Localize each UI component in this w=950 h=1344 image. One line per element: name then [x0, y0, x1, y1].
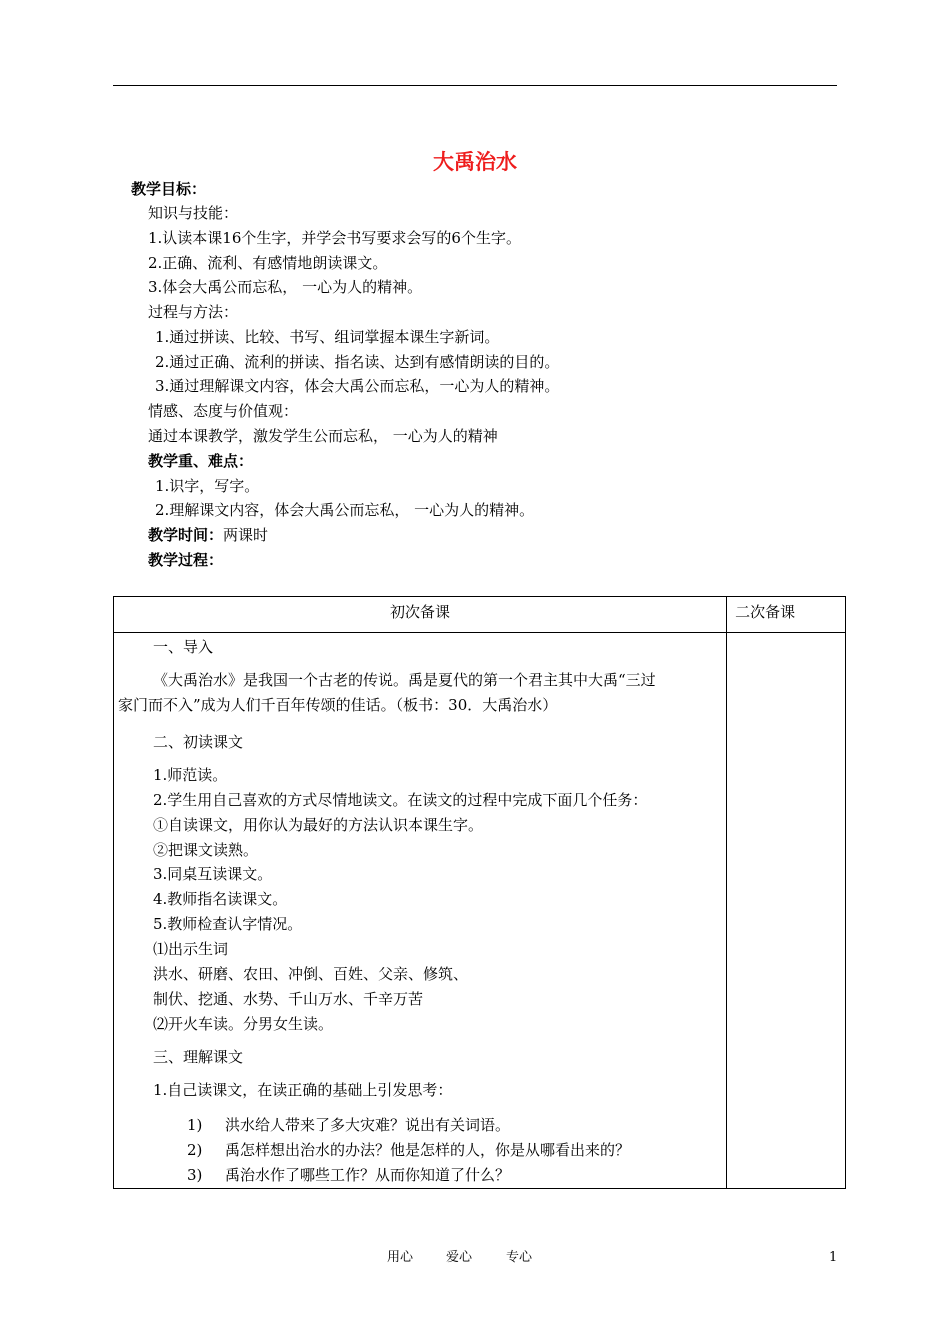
- footer-motto-1: 用心: [387, 1250, 414, 1265]
- reading-step: 4.教师指名读课文。: [153, 890, 288, 908]
- emotion-text: 通过本课教学，激发学生公而忘私， 一心为人的精神: [148, 427, 498, 445]
- second-draft-content: [727, 633, 846, 1189]
- table-header-first-draft: [114, 597, 727, 633]
- emotion-heading: 情感、态度与价值观：: [148, 402, 299, 420]
- page-number: 1: [829, 1250, 838, 1265]
- teaching-time-label: 教学时间：: [148, 526, 224, 544]
- question-text: 洪水给人带来了多大灾难？说出有关词语。: [225, 1116, 511, 1134]
- lesson-plan-table: [113, 596, 846, 1189]
- reading-step: 5.教师检查认字情况。: [153, 915, 303, 933]
- question-text: 禹治水作了哪些工作？从而你知道了什么？: [225, 1166, 511, 1184]
- reading-step: ⑵开火车读。分男女生读。: [153, 1015, 334, 1033]
- knowledge-item: 2.正确、流利、有感情地朗读课文。: [148, 254, 388, 272]
- vocabulary-line: 洪水、研磨、农田、冲倒、百姓、父亲、修筑、: [153, 965, 469, 983]
- knowledge-item: 3.体会大禹公而忘私， 一心为人的精神。: [148, 278, 423, 296]
- section-heading-intro: 一、导入: [153, 638, 214, 656]
- understanding-intro: 1.自己读课文，在读正确的基础上引发思考：: [153, 1081, 453, 1099]
- process-item: 1.通过拼读、比较、书写、组词掌握本课生字新词。: [155, 328, 500, 346]
- reading-step: 3.同桌互读课文。: [153, 865, 273, 883]
- teaching-time-value: 两课时: [223, 526, 269, 544]
- document-title: 大禹治水: [433, 150, 517, 174]
- section-heading-reading: 二、初读课文: [153, 733, 244, 751]
- knowledge-item: 1.认读本课16个生字，并学会书写要求会写的6个生字。: [148, 229, 521, 247]
- process-heading: 过程与方法：: [148, 303, 239, 321]
- key-points-heading: 教学重、难点：: [148, 452, 254, 470]
- table-header-second-draft: [727, 597, 846, 633]
- reading-step: ②把课文读熟。: [153, 841, 259, 859]
- question-text: 禹怎样想出治水的办法？他是怎样的人，你是从哪看出来的？: [225, 1141, 631, 1159]
- footer-motto-2: 爱心: [446, 1250, 473, 1265]
- question-number: 1): [187, 1116, 203, 1134]
- first-draft-content: [114, 633, 727, 1189]
- intro-paragraph-line: 《大禹治水》是我国一个古老的传说。禹是夏代的第一个君主其中大禹“三过: [153, 671, 656, 689]
- process-section-heading: 教学过程：: [148, 551, 224, 569]
- first-draft-label: 初次备课: [390, 603, 451, 621]
- reading-step: 1.师范读。: [153, 766, 228, 784]
- teaching-time: [148, 525, 268, 545]
- reading-step: 2.学生用自己喜欢的方式尽情地读文。在读文的过程中完成下面几个任务：: [153, 791, 648, 809]
- second-draft-label: 二次备课: [735, 603, 796, 621]
- reading-step: ①自读课文，用你认为最好的方法认识本课生字。: [153, 816, 484, 834]
- question-number: 3): [187, 1166, 203, 1184]
- section-heading-understanding: 三、理解课文: [153, 1048, 244, 1066]
- key-point-item: 1.识字，写字。: [155, 477, 260, 495]
- intro-paragraph-line: 家门而不入”成为人们千百年传颂的佳话。（板书：30．大禹治水）: [118, 696, 558, 714]
- question-number: 2): [187, 1141, 203, 1159]
- objectives-heading: 教学目标：: [131, 180, 207, 198]
- process-item: 2.通过正确、流利的拼读、指名读、达到有感情朗读的目的。: [155, 353, 560, 371]
- header-rule: [113, 85, 837, 86]
- knowledge-heading: 知识与技能：: [148, 204, 239, 222]
- key-point-item: 2.理解课文内容，体会大禹公而忘私， 一心为人的精神。: [155, 501, 535, 519]
- footer-motto-3: 专心: [506, 1250, 533, 1265]
- vocabulary-line: 制伏、挖通、水势、千山万水、千辛万苦: [153, 990, 424, 1008]
- reading-step: ⑴出示生词: [153, 940, 229, 958]
- table-header-row: [114, 597, 846, 633]
- process-item: 3.通过理解课文内容，体会大禹公而忘私，一心为人的精神。: [155, 377, 560, 395]
- table-body-row: [114, 633, 846, 1189]
